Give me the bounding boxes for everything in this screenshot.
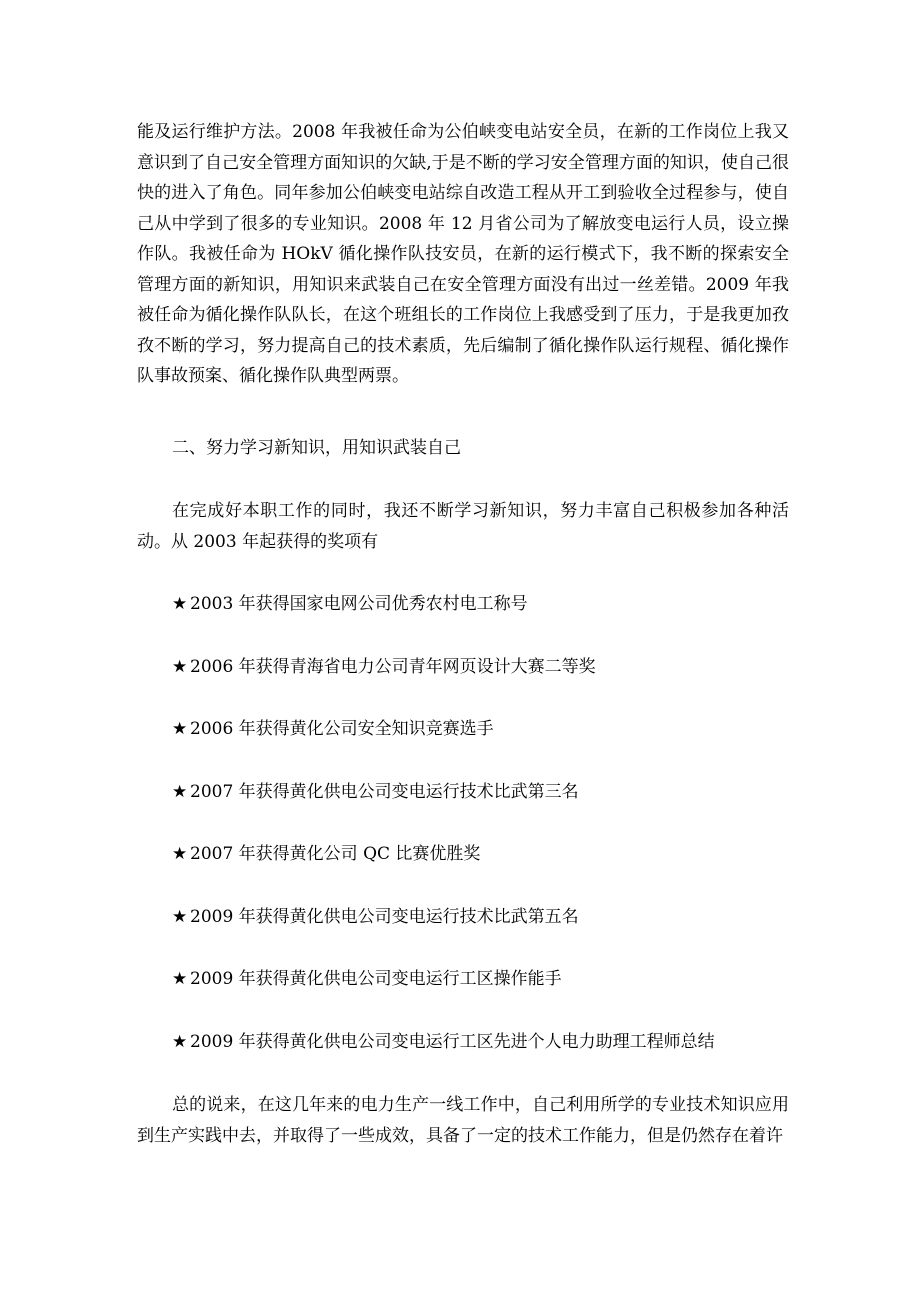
award-item — [137, 964, 789, 995]
paragraph-intro: 能及运行维护方法。2008 年我被任命为公伯峡变电站安全员，在新的工作岗位上我又意识到了自己安全管理方面知识的欠缺,于是不断的学习安全管理方面的知识，使自己很快的进入了角色。同年参加公伯峡变电站综自改造工程从开工到验收全过程参与，使自己从中学到了很多的专业知识。2008 年 12 月省公司为了解放变电运行人员，设立操作队。我被任命为 HOkV 循化操作队技安员，在新的运行模式下，我不断的探索安全管理方面的新知识，用知识来武装自己在安全管理方面没有出过一丝差错。2009 年我被任命为循化操作队队长，在这个班组长的工作岗位上我感受到了压力，于是我更加孜孜不断的学习，努力提高自己的技术素质，先后编制了循化操作队运行规程、循化操作队事故预案、循化操作队典型两票。 — [137, 122, 789, 386]
star-icon: ★ — [172, 1031, 188, 1052]
award-text: 2009 年获得黄化供电公司变电运行技术比武第五名 — [190, 906, 579, 927]
section-heading: 二、努力学习新知识，用知识武装自己 — [172, 437, 461, 458]
document-body — [137, 117, 789, 1151]
award-text: 2006 年获得黄化公司安全知识竞赛选手 — [190, 719, 494, 739]
star-icon: ★ — [172, 844, 188, 864]
award-text: 2009 年获得黄化供电公司变电运行工区操作能手 — [190, 969, 562, 989]
paragraph-learning: 在完成好本职工作的同时，我还不断学习新知识，努力丰富自己积极参加各种活动。从 2003 年起获得的奖项有 — [137, 501, 789, 552]
award-item — [137, 714, 789, 745]
award-item — [137, 902, 789, 933]
award-text: 2003 年获得国家电网公司优秀农村电工称号 — [190, 594, 528, 614]
award-item — [137, 652, 789, 683]
award-item — [137, 777, 789, 808]
award-item — [137, 839, 789, 870]
star-icon: ★ — [172, 719, 188, 739]
award-text: 2007 年获得黄化供电公司变电运行技术比武第三名 — [190, 781, 579, 802]
star-icon: ★ — [172, 969, 188, 989]
award-text: 2006 年获得青海省电力公司青年网页设计大赛二等奖 — [190, 656, 596, 677]
award-text: 2009 年获得黄化供电公司变电运行工区先进个人电力助理工程师总结 — [190, 1031, 715, 1052]
star-icon: ★ — [172, 906, 188, 927]
award-list — [137, 589, 789, 1057]
star-icon: ★ — [172, 656, 188, 677]
star-icon: ★ — [172, 594, 188, 614]
paragraph-summary: 总的说来，在这几年来的电力生产一线工作中，自己利用所学的专业技术知识应用到生产实践中去，并取得了一些成效，具备了一定的技术工作能力，但是仍然存在着许 — [137, 1095, 789, 1146]
star-icon: ★ — [172, 781, 188, 802]
award-item — [137, 1027, 789, 1058]
award-item — [137, 589, 789, 620]
award-text: 2007 年获得黄化公司 QC 比赛优胜奖 — [190, 844, 481, 864]
